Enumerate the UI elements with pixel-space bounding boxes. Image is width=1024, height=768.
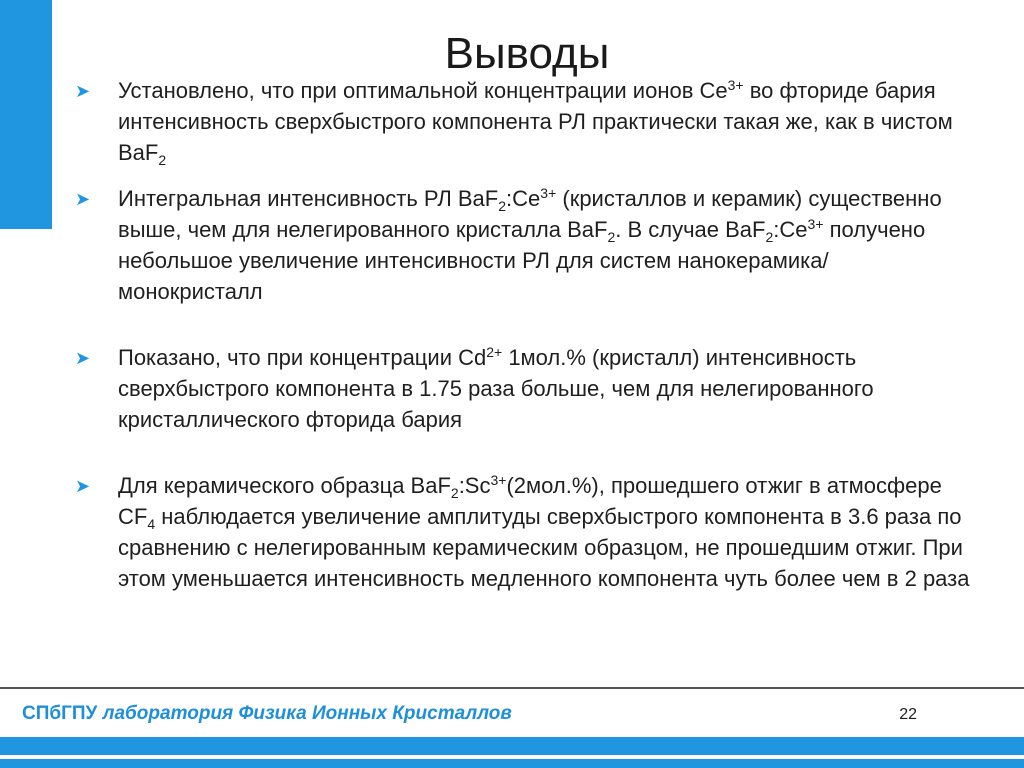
bullet-text: наблюдается увеличение амплитуды сверхбыстрого компонента в 3.6 раза по сравнению с нелегированным керамическим образцом, не прошедшим отжиг. При этом уменьшается интенсивность медленного компонента чуть более чем в 2 раза [118, 504, 970, 591]
arrow-right-icon: ➤ [75, 189, 91, 209]
bullet-item-2 [72, 183, 972, 307]
subscript: 2 [765, 229, 774, 245]
bullet-text: Показано, что при концентрации Cd [118, 345, 487, 370]
superscript: 3+ [727, 77, 744, 93]
footer-strip [0, 759, 1024, 768]
footer-org: СПбГПУ [22, 703, 98, 724]
page-number: 22 [899, 706, 917, 723]
bullet-text: Установлено, что при оптимальной концентрации ионов Ce [118, 78, 728, 103]
bullet-text: :Sc [458, 473, 491, 498]
subscript: 4 [147, 516, 156, 532]
footer-band [0, 737, 1024, 755]
subscript: 2 [158, 152, 167, 168]
superscript: 3+ [490, 472, 507, 488]
bullet-text: получено небольшое увеличение интенсивности РЛ для систем нанокерамика/монокристалл [118, 217, 926, 304]
conclusions-list [72, 75, 972, 594]
bullet-text: Для керамического образца BaF [118, 473, 451, 498]
slide-title: Выводы [444, 29, 610, 78]
arrow-right-icon: ➤ [75, 81, 91, 101]
arrow-right-icon: ➤ [75, 348, 91, 368]
bullet-text: (кристаллов и керамик) существенно выше, чем для нелегированного кристалла BaF [118, 186, 942, 242]
bullet-text: . В случае BaF [615, 217, 766, 242]
bullet-item-3 [72, 342, 972, 435]
arrow-right-icon: ➤ [75, 476, 91, 496]
subscript: 2 [607, 229, 616, 245]
footer-caption [22, 703, 512, 725]
bullet-text: :Ce [506, 186, 541, 211]
bullet-item-4 [72, 470, 972, 594]
superscript: 3+ [807, 216, 824, 232]
footer-divider [0, 687, 1024, 689]
bullet-text: 1мол.% (кристалл) интенсивность сверхбыстрого компонента в 1.75 раза больше, чем для нелегированного кристаллического фторида бария [118, 345, 874, 432]
bullet-text: во фториде бария интенсивность сверхбыстрого компонента РЛ практически такая же, как в чистом BaF [118, 78, 953, 165]
bullet-text: Интегральная интенсивность РЛ BaF [118, 186, 499, 211]
bullet-text: (2мол.%), прошедшего отжиг в атмосфере CF [118, 473, 942, 529]
footer-lab: лаборатория Физика Ионных Кристаллов [97, 703, 512, 724]
bullet-text: :Ce [773, 217, 808, 242]
subscript: 2 [450, 485, 459, 501]
bullet-item-1 [72, 75, 972, 168]
superscript: 2+ [486, 344, 503, 360]
superscript: 3+ [540, 185, 557, 201]
subscript: 2 [498, 198, 507, 214]
